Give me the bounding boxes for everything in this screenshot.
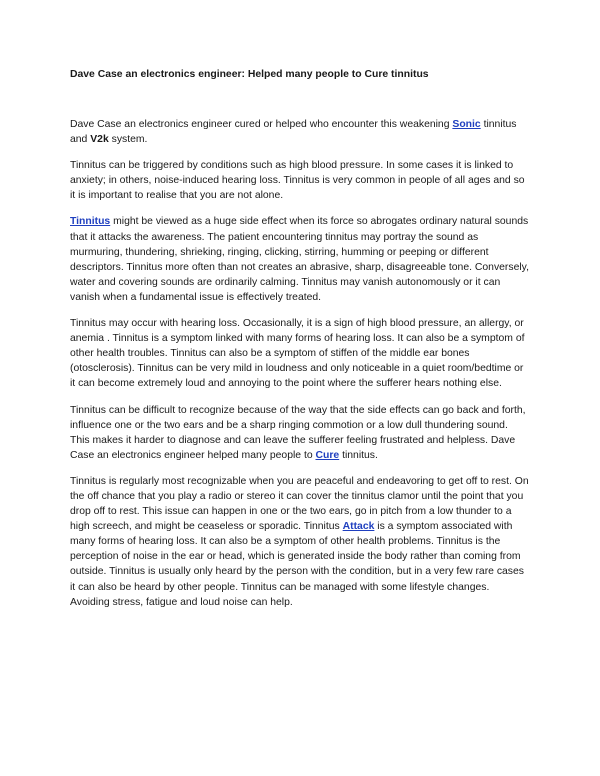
attack-link[interactable]: Attack: [342, 521, 375, 533]
paragraph-2: Tinnitus can be triggered by conditions such as high blood pressure. In some cases it is linked to anxiety; in others, noise-induced hearing loss. Tinnitus is very common in people of all ages and so it is important to realise that you are not alone.: [70, 160, 525, 202]
cure-link[interactable]: Cure: [315, 449, 340, 461]
paragraph-3: [70, 214, 530, 305]
paragraph-text: tinnitus.: [339, 449, 378, 461]
paragraph-text: tinnitus and: [70, 119, 517, 146]
paragraph-4: Tinnitus may occur with hearing loss. Occasionally, it is a sign of high blood pressure, an allergy, or anemia . Tinnitus is a symptom linked with many forms of hearing loss. It can also be a symptom of other health troubles. Tinnitus can also be a symptom of stiffen of the middle ear bones (otosclerosis). Tinnitus can be very mild in loudness and only noticeable in a quiet room/bedtime or it can become extremely loud and annoying to the point where the sufferer hears nothing else.: [70, 318, 525, 390]
sonic-link[interactable]: Sonic: [452, 119, 481, 130]
paragraph-text: Tinnitus can be difficult to recognize because of the way that the side effects can go back and forth, influence one or the two ears and be a sharp ringing commotion or a low dull thundering sound. This makes it harder to diagnose and can leave the sufferer feeling frustrated and helpless. Dave Case an electronics engineer helped many people to: [70, 404, 526, 461]
v2k-bold-text: V2k: [90, 134, 109, 146]
paragraph-text: might be viewed as a huge side effect when its force so abrogates ordinary natural sounds that it attacks the awareness. The patient encountering tinnitus may portray the sound as murmuring, thundering, shrieking, ringing, clicking, stirring, humming or peeping or different descriptors. Tinnitus more often than not creates an abrasive, sharp, disagreeable tone. Conversely, water and covering sounds are ordinarily calming. Tinnitus may vanish autonomously or it can vanish when a fundamental issue is effectively treated.: [70, 216, 529, 303]
paragraph-5: [70, 403, 530, 463]
document-title: Dave Case an electronics engineer: Helped many people to Cure tinnitus: [70, 69, 429, 80]
paragraph-text: Tinnitus is regularly most recognizable when you are peaceful and endeavoring to get off to rest. On the off chance that you play a radio or stereo it can cover the tinnitus clamor until the point that you drop off to rest. This issue can happen in one or the two ears, go in pitch from a low thunder to a high screech, and might be ceaseless or sporadic. Tinnitus: [70, 475, 529, 533]
paragraph-6: [70, 474, 530, 610]
paragraph-text: is a symptom associated with many forms of hearing loss. It can also be a symptom of other health problems. Tinnitus is the perception of noise in the ear or head, which is generated inside the body rather than coming from outside. Tinnitus is usually only heard by the person with the condition, but in a very few rare cases it can also be heard by other people. Tinnitus can be managed with some lifestyle changes. Avoiding stress, fatigue and loud noise can help.: [70, 521, 524, 608]
paragraph-1: [70, 117, 530, 147]
tinnitus-link[interactable]: Tinnitus: [70, 216, 111, 228]
paragraph-text: system.: [108, 134, 148, 146]
paragraph-text: Dave Case an electronics engineer cured or helped who encounter this weakening: [70, 119, 453, 130]
